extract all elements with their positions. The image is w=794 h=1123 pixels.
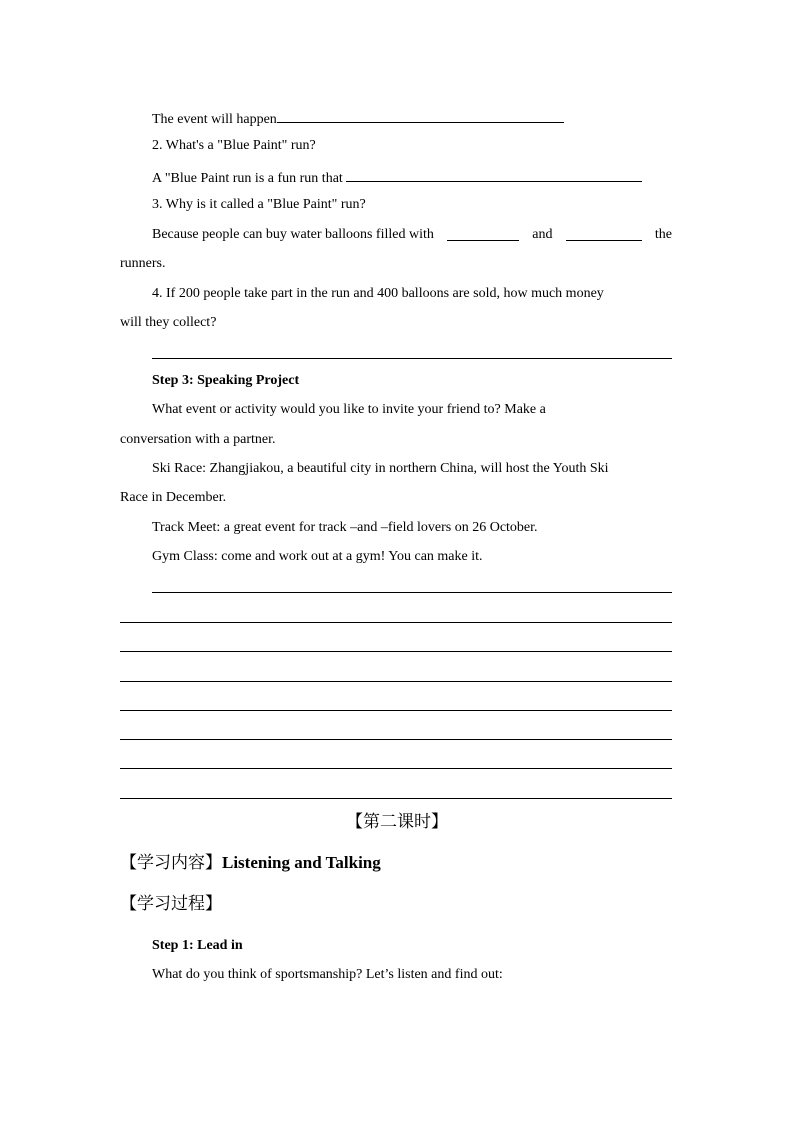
step3-ski-line1: Ski Race: Zhangjiakou, a beautiful city in northern China, will host the Youth Ski [152,461,609,476]
q2-question: 2. What's a "Blue Paint" run? [152,138,316,153]
q3-answer-blank-1[interactable] [447,226,519,241]
writing-line[interactable] [120,681,672,682]
q3-answer-part3: the [654,227,672,242]
writing-line[interactable] [120,651,672,652]
q4-answer-line[interactable] [152,358,672,359]
lesson2-process-label: 【学习过程】 [120,894,222,913]
lesson2-step1-text: What do you think of sportsmanship? Let’s listen and find out: [152,967,503,982]
q1-answer-blank[interactable] [277,108,564,123]
lesson2-title: 【第二课时】 [346,812,448,831]
q2-answer [152,167,642,188]
q3-answer-continued: runners. [120,256,166,271]
q3-question: 3. Why is it called a "Blue Paint" run? [152,197,366,212]
lesson2-step1-heading: Step 1: Lead in [152,938,243,953]
step3-gym-class: Gym Class: come and work out at a gym! You can make it. [152,549,483,564]
writing-line[interactable] [120,739,672,740]
q2-answer-prefix: A "Blue Paint run is a fun run that [152,171,343,186]
step3-ski-line2: Race in December. [120,490,227,505]
q1-answer-prefix: The event will happen [152,112,277,127]
writing-line[interactable] [120,798,672,799]
q4-question-line2: will they collect? [120,315,217,330]
q3-answer-part1: Because people can buy water balloons filled with [152,227,434,242]
step3-track-meet: Track Meet: a great event for track –and –field lovers on 26 October. [152,520,538,535]
lesson2-content-value: Listening and Talking [222,853,381,872]
writing-line[interactable] [120,768,672,769]
q2-answer-blank[interactable] [346,167,642,182]
q1-answer [152,108,564,129]
step3-heading: Step 3: Speaking Project [152,373,300,388]
lesson2-content [120,852,381,874]
writing-line[interactable] [120,710,672,711]
writing-line[interactable] [152,592,672,593]
q3-answer-part2: and [532,227,553,242]
lesson2-content-label: 【学习内容】 [120,853,222,872]
q3-answer-blank-2[interactable] [566,226,642,241]
q3-answer [152,226,672,244]
step3-prompt-line1: What event or activity would you like to invite your friend to? Make a [152,402,546,417]
step3-prompt-line2: conversation with a partner. [120,432,276,447]
writing-line[interactable] [120,622,672,623]
q4-question-line1: 4. If 200 people take part in the run and 400 balloons are sold, how much money [152,286,604,301]
